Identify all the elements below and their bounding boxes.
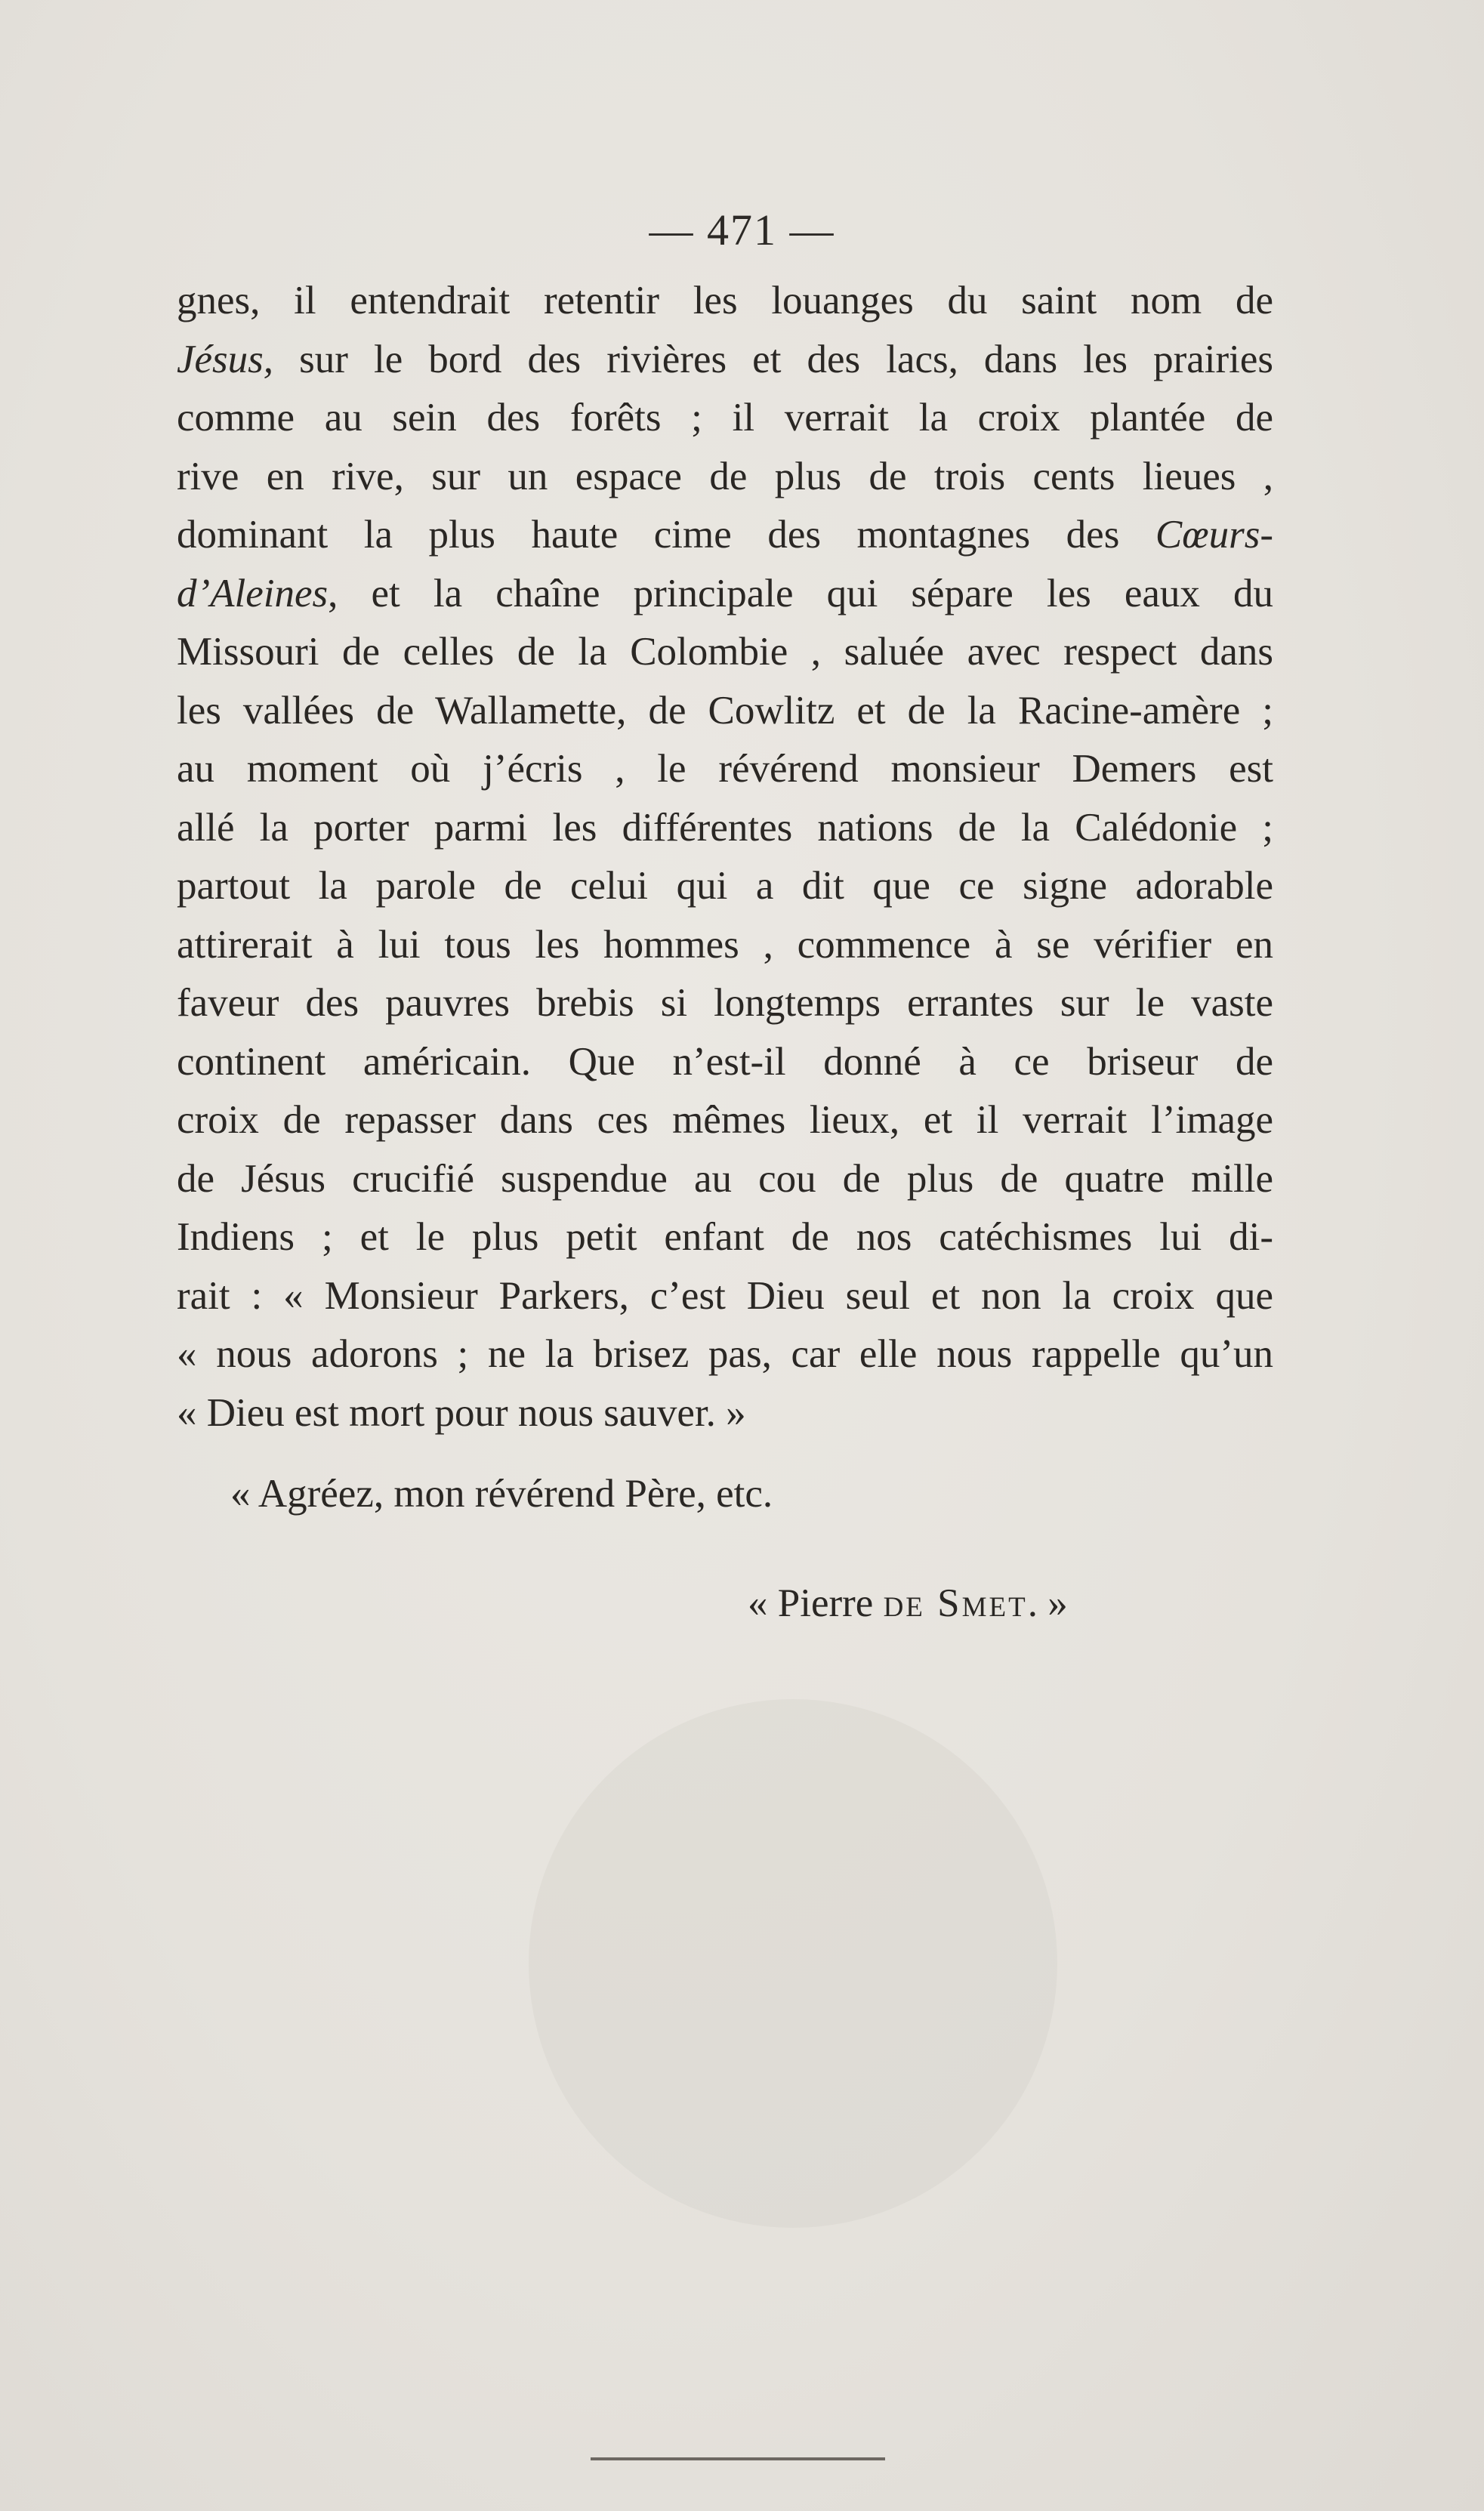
text-line-18: rait : « Monsieur Parkers, c’est Dieu seul et non la croix que	[177, 1273, 1273, 1318]
signature-close: . »	[1027, 1581, 1068, 1625]
text-line-5	[177, 506, 1273, 565]
text-line-3: comme au sein des forêts ; il verrait la croix plantée de	[177, 396, 1273, 440]
italic-coeurs: Cœurs-	[1155, 513, 1273, 557]
text-line-6-rest: , et la chaîne principale qui sépare les eaux du	[328, 571, 1273, 615]
page-number: — 471 —	[649, 205, 835, 254]
text-line-2-rest: sur le bord des rivières et des lacs, dans les prairies	[273, 337, 1273, 381]
signature-surname: de Smet	[883, 1581, 1028, 1625]
text-line-12: attirerait à lui tous les hommes , commence à se vérifier en	[177, 922, 1273, 967]
text-line-7: Missouri de celles de la Colombie , saluée avec respect dans	[177, 630, 1273, 674]
text-line-15: croix de repasser dans ces mêmes lieux, et il verrait l’image	[177, 1098, 1273, 1142]
text-line-13: faveur des pauvres brebis si longtemps errantes sur le vaste	[177, 981, 1273, 1025]
text-line-8: les vallées de Wallamette, de Cowlitz et de la Racine-amère ;	[177, 688, 1273, 733]
text-line-20: « Dieu est mort pour nous sauver. »	[177, 1390, 746, 1435]
signature	[748, 1575, 1068, 1633]
text-line-4: rive en rive, sur un espace de plus de trois cents lieues ,	[177, 454, 1273, 498]
text-line-16: de Jésus crucifié suspendue au cou de plus de quatre mille	[177, 1156, 1273, 1201]
text-line-5-start: dominant la plus haute cime des montagnes des	[177, 513, 1155, 557]
text-line-19: « nous adorons ; ne la brisez pas, car elle nous rappelle qu’un	[177, 1332, 1273, 1376]
text-line-1: gnes, il entendrait retentir les louanges du saint nom de	[177, 279, 1273, 322]
italic-aleines: d’Aleines	[177, 571, 329, 615]
end-rule	[591, 2457, 885, 2460]
closing-salutation: « Agréez, mon révérend Père, etc.	[230, 1472, 773, 1516]
text-line-10: allé la porter parmi les différentes nations de la Calédonie ;	[177, 805, 1273, 850]
text-line-17: Indiens ; et le plus petit enfant de nos catéchismes lui di-	[177, 1215, 1273, 1259]
bleed-through-shadow	[529, 1699, 1057, 2228]
text-line-14: continent américain. Que n’est-il donné à ce briseur de	[177, 1039, 1273, 1084]
text-line-2	[177, 331, 1273, 390]
signature-open: « Pierre	[748, 1581, 884, 1625]
italic-name-jesus: Jésus,	[177, 337, 274, 381]
text-line-11: partout la parole de celui qui a dit que ce signe adorable	[177, 864, 1273, 908]
text-line-6	[177, 565, 1273, 624]
body-text	[177, 272, 1273, 1442]
text-line-9: au moment où j’écris , le révérend monsieur Demers est	[177, 747, 1273, 791]
